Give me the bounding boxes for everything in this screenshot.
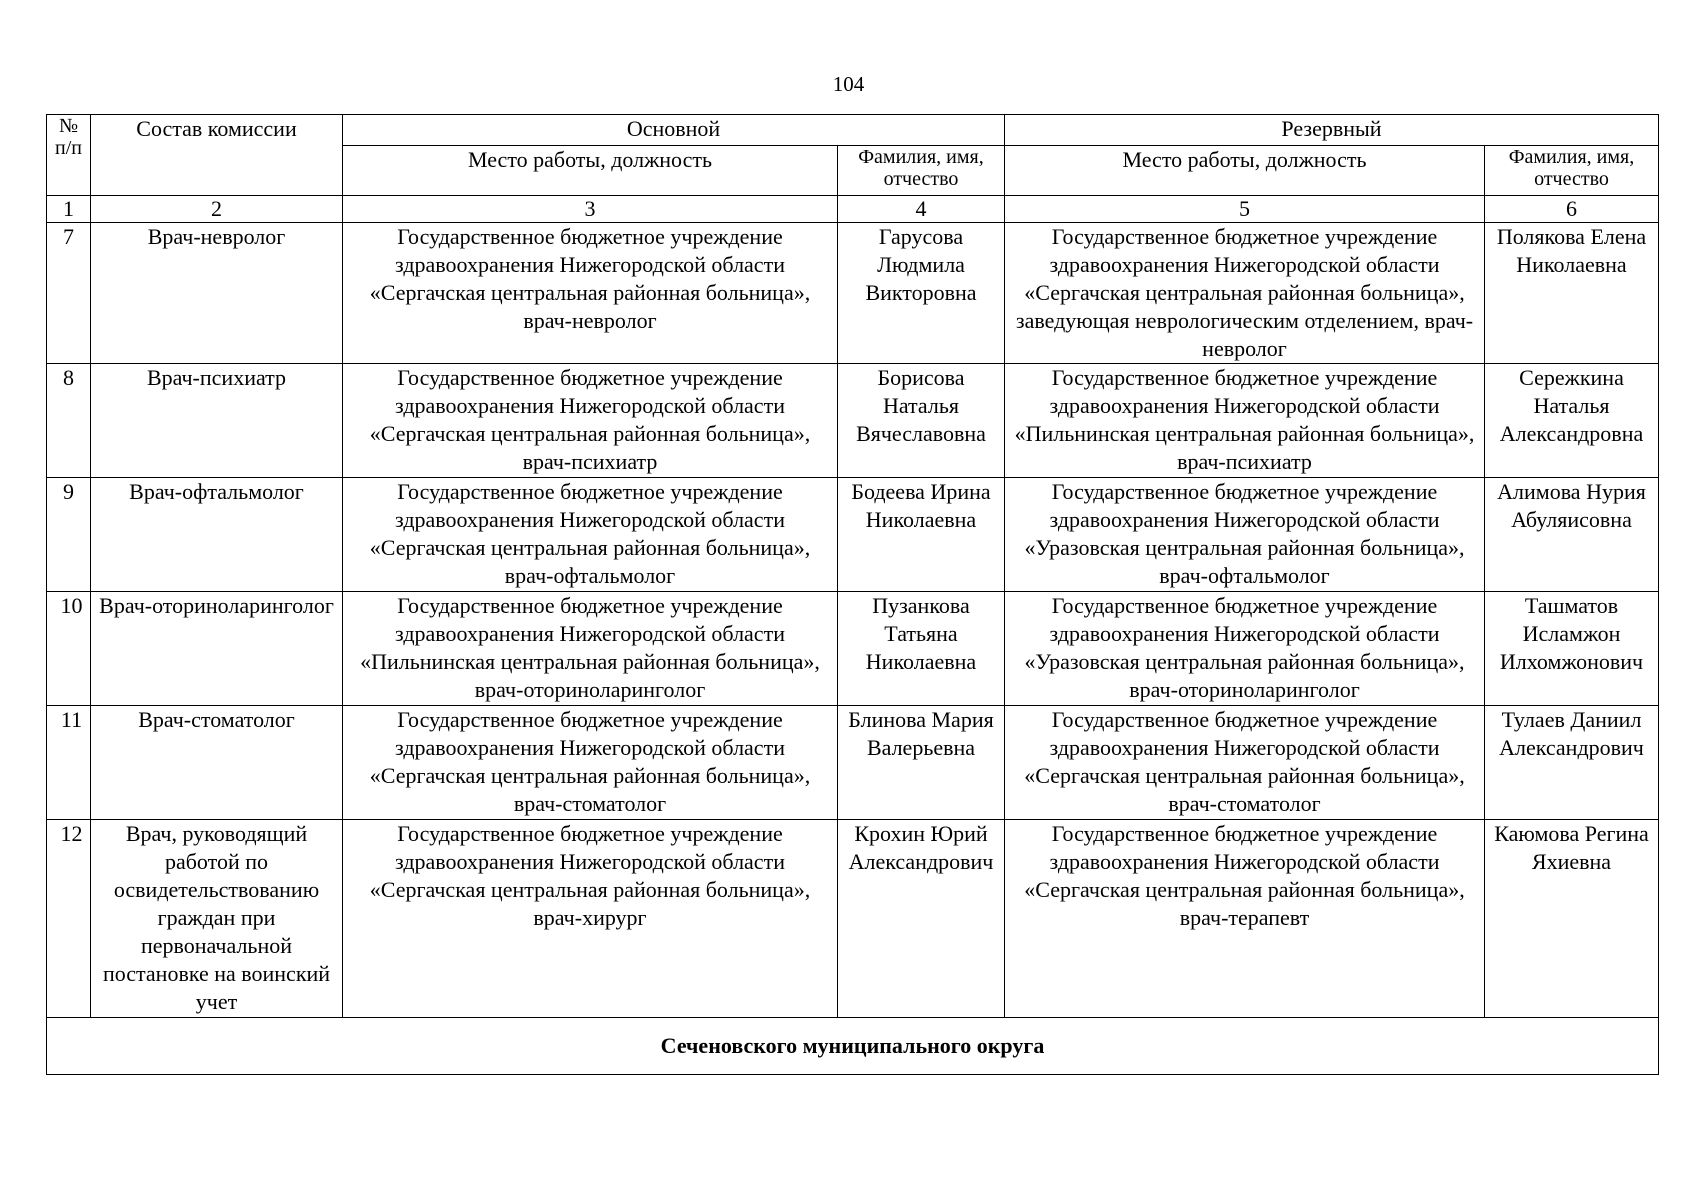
header-reserve-workplace: Место работы, должность (1005, 146, 1485, 196)
main-workplace: Государственное бюджетное учреждение здравоохранения Нижегородской области «Сергачская центральная районная больница», врач-офтальмолог (343, 478, 838, 592)
main-name: Крохин Юрий Александрович (838, 820, 1005, 1018)
specialist: Врач, руководящий работой по освидетельствованию граждан при первоначальной постановке на воинский учет (91, 820, 343, 1018)
main-workplace: Государственное бюджетное учреждение здравоохранения Нижегородской области «Пильнинская центральная районная больница», врач-оториноларинголог (343, 592, 838, 706)
row-number: 12 (47, 820, 91, 1018)
header-main-fio: Фамилия, имя, отчество (838, 146, 1005, 196)
main-name: Борисова Наталья Вячеславовна (838, 364, 1005, 478)
column-number: 1 (47, 196, 91, 223)
main-workplace: Государственное бюджетное учреждение здравоохранения Нижегородской области «Сергачская центральная районная больница», врач-невролог (343, 223, 838, 364)
main-workplace: Государственное бюджетное учреждение здравоохранения Нижегородской области «Сергачская центральная районная больница», врач-стоматолог (343, 706, 838, 820)
section-row (47, 1018, 1659, 1075)
reserve-workplace: Государственное бюджетное учреждение здравоохранения Нижегородской области «Сергачская центральная районная больница», врач-стоматолог (1005, 706, 1485, 820)
page-number: 104 (832, 72, 865, 96)
header-reserve-fio: Фамилия, имя, отчество (1485, 146, 1659, 196)
column-number: 4 (838, 196, 1005, 223)
table-row (47, 820, 1659, 1018)
column-number: 2 (91, 196, 343, 223)
main-name: Блинова Мария Валерьевна (838, 706, 1005, 820)
header-composition: Состав комиссии (91, 115, 343, 196)
header-num: № п/п (47, 115, 91, 196)
column-number: 5 (1005, 196, 1485, 223)
table-row (47, 592, 1659, 706)
main-name: Бодеева Ирина Николаевна (838, 478, 1005, 592)
table-row (47, 364, 1659, 478)
row-number: 7 (47, 223, 91, 364)
reserve-name: Каюмова Регина Яхиевна (1485, 820, 1659, 1018)
row-number: 9 (47, 478, 91, 592)
main-workplace: Государственное бюджетное учреждение здравоохранения Нижегородской области «Сергачская центральная районная больница», врач-психиатр (343, 364, 838, 478)
reserve-name: Ташматов Исламжон Илхомжонович (1485, 592, 1659, 706)
table-row (47, 478, 1659, 592)
reserve-name: Полякова Елена Николаевна (1485, 223, 1659, 364)
row-number: 8 (47, 364, 91, 478)
row-number: 10 (47, 592, 91, 706)
reserve-name: Сережкина Наталья Александровна (1485, 364, 1659, 478)
column-number: 6 (1485, 196, 1659, 223)
table-row (47, 223, 1659, 364)
main-name: Пузанкова Татьяна Николаевна (838, 592, 1005, 706)
table-row (47, 706, 1659, 820)
header-reserve-group: Резервный (1005, 115, 1659, 146)
reserve-workplace: Государственное бюджетное учреждение здравоохранения Нижегородской области «Уразовская центральная районная больница», врач-оториноларинголог (1005, 592, 1485, 706)
specialist: Врач-оториноларинголог (91, 592, 343, 706)
header-main-workplace: Место работы, должность (343, 146, 838, 196)
main-name: Гарусова Людмила Викторовна (838, 223, 1005, 364)
reserve-workplace: Государственное бюджетное учреждение здравоохранения Нижегородской области «Сергачская центральная районная больница», врач-терапевт (1005, 820, 1485, 1018)
column-numbers-row (47, 196, 1659, 223)
row-number: 11 (47, 706, 91, 820)
reserve-name: Тулаев Даниил Александрович (1485, 706, 1659, 820)
specialist: Врач-офтальмолог (91, 478, 343, 592)
specialist: Врач-стоматолог (91, 706, 343, 820)
specialist: Врач-психиатр (91, 364, 343, 478)
column-number: 3 (343, 196, 838, 223)
section-title: Сеченовского муниципального округа (47, 1018, 1659, 1075)
commission-table (46, 114, 1659, 1075)
header-main-group: Основной (343, 115, 1005, 146)
main-workplace: Государственное бюджетное учреждение здравоохранения Нижегородской области «Сергачская центральная районная больница», врач-хирург (343, 820, 838, 1018)
reserve-workplace: Государственное бюджетное учреждение здравоохранения Нижегородской области «Пильнинская центральная районная больница», врач-психиатр (1005, 364, 1485, 478)
reserve-workplace: Государственное бюджетное учреждение здравоохранения Нижегородской области «Уразовская центральная районная больница», врач-офтальмолог (1005, 478, 1485, 592)
header-row-1 (47, 115, 1659, 146)
specialist: Врач-невролог (91, 223, 343, 364)
reserve-workplace: Государственное бюджетное учреждение здравоохранения Нижегородской области «Сергачская центральная районная больница», заведующая неврологическим отделением, врач-невролог (1005, 223, 1485, 364)
reserve-name: Алимова Нурия Абуляисовна (1485, 478, 1659, 592)
